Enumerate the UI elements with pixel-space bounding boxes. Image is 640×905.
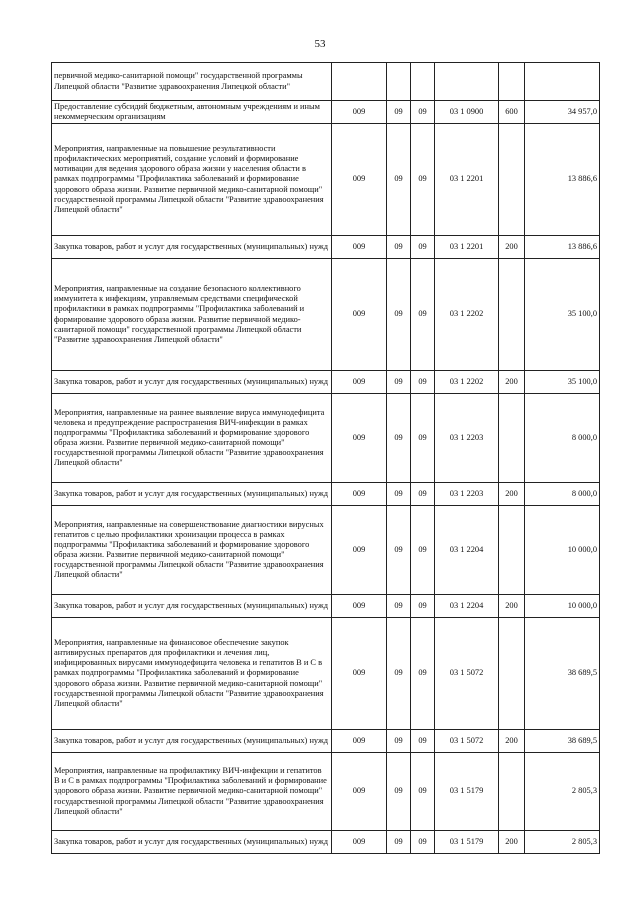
ministry-code: 009	[332, 595, 387, 618]
expense-type-code: 200	[499, 730, 525, 753]
expense-type-code: 200	[499, 831, 525, 854]
ministry-code: 009	[332, 236, 387, 259]
target-code: 03 1 2201	[435, 124, 499, 236]
section-code: 09	[387, 101, 411, 124]
subsection-code: 09	[411, 483, 435, 506]
row-name: первичной медико-санитарной помощи" государственной программы Липецкой области "Развитие здравоохранения Липецкой области"	[52, 63, 332, 101]
target-code: 03 1 0900	[435, 101, 499, 124]
ministry-code	[332, 63, 387, 101]
section-code: 09	[387, 595, 411, 618]
table-row	[52, 730, 600, 753]
row-name: Мероприятия, направленные на совершенствование диагностики вирусных гепатитов с целью профилактики хронизации процесса в рамках подпрограммы "Профилактика заболеваний и формирование здорового образа жизни. Развитие первичной медико-санитарной помощи" государственной программы Липецкой области "Развитие здравоохранения Липецкой области"	[52, 506, 332, 595]
subsection-code: 09	[411, 595, 435, 618]
target-code: 03 1 5179	[435, 831, 499, 854]
expense-type-code: 200	[499, 595, 525, 618]
section-code: 09	[387, 259, 411, 371]
section-code	[387, 63, 411, 101]
ministry-code: 009	[332, 371, 387, 394]
subsection-code: 09	[411, 618, 435, 730]
expense-type-code	[499, 259, 525, 371]
amount-value: 13 886,6	[525, 236, 600, 259]
table-row	[52, 831, 600, 854]
row-name: Закупка товаров, работ и услуг для государственных (муниципальных) нужд	[52, 730, 332, 753]
ministry-code: 009	[332, 259, 387, 371]
amount-value: 35 100,0	[525, 259, 600, 371]
ministry-code: 009	[332, 618, 387, 730]
amount-value: 2 805,3	[525, 831, 600, 854]
row-name: Закупка товаров, работ и услуг для государственных (муниципальных) нужд	[52, 595, 332, 618]
subsection-code: 09	[411, 259, 435, 371]
table-row	[52, 394, 600, 483]
subsection-code: 09	[411, 831, 435, 854]
row-name: Закупка товаров, работ и услуг для государственных (муниципальных) нужд	[52, 483, 332, 506]
row-name: Мероприятия, направленные на повышение результативности профилактических мероприятий, создание условий и формирование мотивации для ведения здорового образа жизни у населения области в рамках подпрограммы "Профилактика заболеваний и формирование здорового образа жизни. Развитие первичной медико-санитарной помощи" государственной программы Липецкой области "Развитие здравоохранения Липецкой области"	[52, 124, 332, 236]
table-row	[52, 753, 600, 831]
table-row	[52, 595, 600, 618]
ministry-code: 009	[332, 101, 387, 124]
target-code: 03 1 2204	[435, 595, 499, 618]
ministry-code: 009	[332, 394, 387, 483]
target-code	[435, 63, 499, 101]
subsection-code: 09	[411, 394, 435, 483]
row-name: Предоставление субсидий бюджетным, автономным учреждениям и иным некоммерческим организациям	[52, 101, 332, 124]
expense-type-code: 200	[499, 236, 525, 259]
subsection-code: 09	[411, 236, 435, 259]
target-code: 03 1 2203	[435, 483, 499, 506]
subsection-code: 09	[411, 506, 435, 595]
row-name: Мероприятия, направленные на финансовое обеспечение закупок антивирусных препаратов для профилактики и лечения лиц, инфицированных вирусами иммунодефицита человека и гепатитов В и С в рамках подпрограммы "Профилактика заболеваний и формирование здорового образа жизни. Развитие первичной медико-санитарной помощи" государственной программы Липецкой области "Развитие здравоохранения Липецкой области"	[52, 618, 332, 730]
ministry-code: 009	[332, 506, 387, 595]
expense-type-code: 200	[499, 371, 525, 394]
expense-type-code	[499, 124, 525, 236]
amount-value: 34 957,0	[525, 101, 600, 124]
table-row	[52, 124, 600, 236]
table-row	[52, 63, 600, 101]
subsection-code: 09	[411, 730, 435, 753]
expense-type-code: 600	[499, 101, 525, 124]
amount-value: 8 000,0	[525, 394, 600, 483]
expense-type-code: 200	[499, 483, 525, 506]
target-code: 03 1 5179	[435, 753, 499, 831]
section-code: 09	[387, 236, 411, 259]
subsection-code	[411, 63, 435, 101]
section-code: 09	[387, 506, 411, 595]
row-name: Закупка товаров, работ и услуг для государственных (муниципальных) нужд	[52, 236, 332, 259]
target-code: 03 1 2204	[435, 506, 499, 595]
section-code: 09	[387, 618, 411, 730]
target-code: 03 1 2202	[435, 371, 499, 394]
expense-type-code	[499, 618, 525, 730]
expense-type-code	[499, 506, 525, 595]
amount-value: 13 886,6	[525, 124, 600, 236]
section-code: 09	[387, 371, 411, 394]
budget-table	[51, 62, 600, 854]
target-code: 03 1 5072	[435, 618, 499, 730]
amount-value: 8 000,0	[525, 483, 600, 506]
amount-value: 10 000,0	[525, 595, 600, 618]
section-code: 09	[387, 753, 411, 831]
table-row	[52, 483, 600, 506]
row-name: Мероприятия, направленные на создание безопасного коллективного иммунитета к инфекциям, управляемым средствами специфической профилактики в рамках подпрограммы "Профилактика заболеваний и формирование здорового образа жизни. Развитие первичной медико-санитарной помощи" государственной программы Липецкой области "Развитие здравоохранения Липецкой области"	[52, 259, 332, 371]
target-code: 03 1 2201	[435, 236, 499, 259]
row-name: Мероприятия, направленные на профилактику ВИЧ-инфекции и гепатитов В и С в рамках подпрограммы "Профилактика заболеваний и формирование здорового образа жизни. Развитие первичной медико-санитарной помощи" государственной программы Липецкой области "Развитие здравоохранения Липецкой области"	[52, 753, 332, 831]
row-name: Закупка товаров, работ и услуг для государственных (муниципальных) нужд	[52, 831, 332, 854]
row-name: Закупка товаров, работ и услуг для государственных (муниципальных) нужд	[52, 371, 332, 394]
subsection-code: 09	[411, 101, 435, 124]
table-row	[52, 618, 600, 730]
subsection-code: 09	[411, 371, 435, 394]
table-row	[52, 371, 600, 394]
ministry-code: 009	[332, 753, 387, 831]
amount-value: 10 000,0	[525, 506, 600, 595]
row-name: Мероприятия, направленные на раннее выявление вируса иммунодефицита человека и предупреждение распространения ВИЧ-инфекции в рамках подпрограммы "Профилактика заболеваний и формирование здорового образа жизни. Развитие первичной медико-санитарной помощи" государственной программы Липецкой области "Развитие здравоохранения Липецкой области"	[52, 394, 332, 483]
amount-value: 38 689,5	[525, 618, 600, 730]
section-code: 09	[387, 124, 411, 236]
section-code: 09	[387, 831, 411, 854]
section-code: 09	[387, 394, 411, 483]
amount-value: 2 805,3	[525, 753, 600, 831]
ministry-code: 009	[332, 124, 387, 236]
ministry-code: 009	[332, 483, 387, 506]
subsection-code: 09	[411, 753, 435, 831]
subsection-code: 09	[411, 124, 435, 236]
target-code: 03 1 5072	[435, 730, 499, 753]
amount-value: 38 689,5	[525, 730, 600, 753]
table-row	[52, 506, 600, 595]
expense-type-code	[499, 63, 525, 101]
page-number: 53	[314, 38, 326, 50]
ministry-code: 009	[332, 831, 387, 854]
amount-value: 35 100,0	[525, 371, 600, 394]
table-row	[52, 101, 600, 124]
expense-type-code	[499, 394, 525, 483]
amount-value	[525, 63, 600, 101]
section-code: 09	[387, 483, 411, 506]
ministry-code: 009	[332, 730, 387, 753]
expense-type-code	[499, 753, 525, 831]
target-code: 03 1 2202	[435, 259, 499, 371]
table-row	[52, 259, 600, 371]
table-row	[52, 236, 600, 259]
section-code: 09	[387, 730, 411, 753]
target-code: 03 1 2203	[435, 394, 499, 483]
